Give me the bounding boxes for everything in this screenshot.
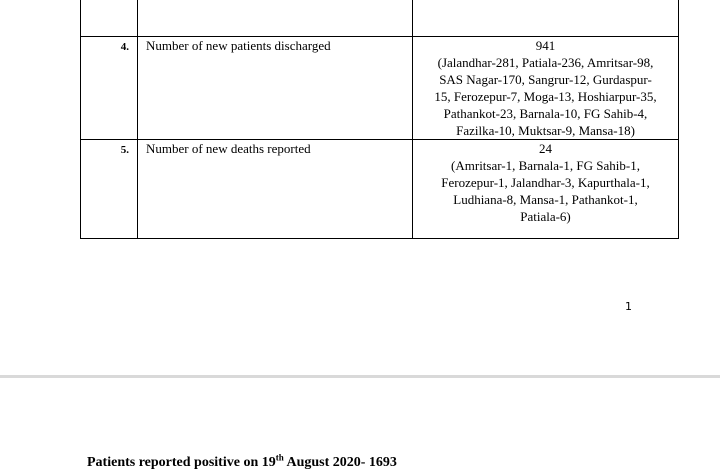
heading-suffix: August 2020- 1693 xyxy=(283,455,397,470)
section-heading xyxy=(87,452,397,471)
value-cell: 941 (Jalandhar-281, Patiala-236, Amritsar-98, SAS Nagar-170, Sangrur-12, Gurdaspur- 15, Ferozepur-7, Moga-13, Hoshiarpur-35, Pathankot-23, Barnala-10, FG Sahib-4, Fazilka-10, Muktsar-9, Mansa-18) xyxy=(413,37,679,140)
description-cell xyxy=(138,0,413,37)
page-divider xyxy=(0,375,720,378)
heading-ordinal: th xyxy=(275,452,284,463)
table-row xyxy=(81,37,679,140)
value-cell: 24 (Amritsar-1, Barnala-1, FG Sahib-1, Ferozepur-1, Jalandhar-3, Kapurthala-1, Ludhiana-8, Mansa-1, Pathankot-1, Patiala-6) xyxy=(413,140,679,239)
page-number: 1 xyxy=(625,300,632,313)
serial-number-cell: 4. xyxy=(81,37,138,140)
serial-number-cell xyxy=(81,0,138,37)
bulletin-table xyxy=(80,0,679,239)
value-cell xyxy=(413,0,679,37)
serial-number-cell: 5. xyxy=(81,140,138,239)
heading-prefix: Patients reported positive on 19 xyxy=(87,455,276,470)
description-cell: Number of new deaths reported xyxy=(138,140,413,239)
table-row xyxy=(81,140,679,239)
table-row xyxy=(81,0,679,37)
description-cell: Number of new patients discharged xyxy=(138,37,413,140)
